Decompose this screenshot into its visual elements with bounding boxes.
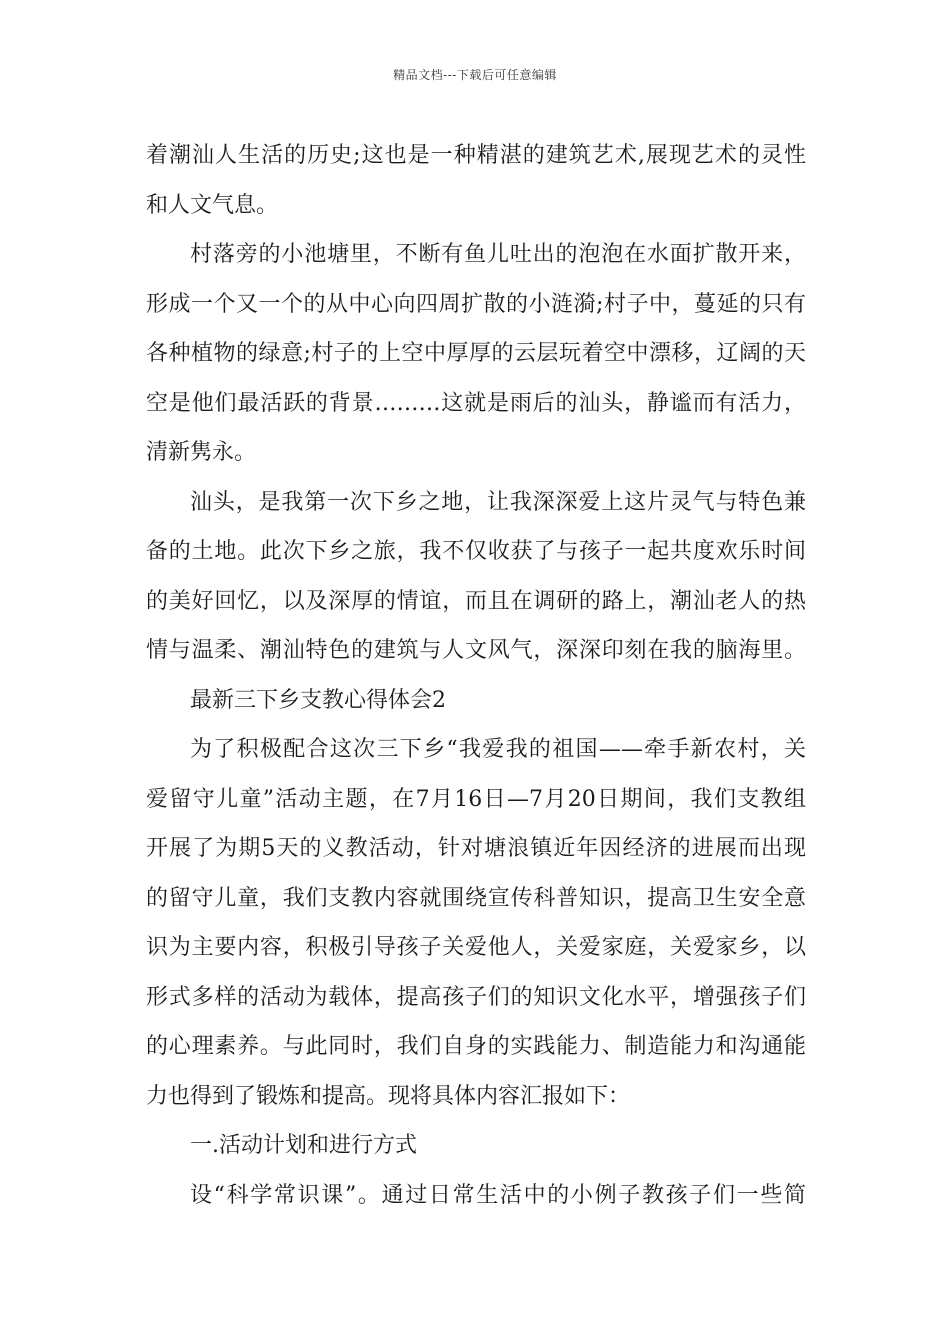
- text-line: 清新隽永。: [146, 440, 257, 465]
- text-line: 识为主要内容，积极引导孩子关爱他人，关爱家庭，关爱家乡，以: [146, 935, 806, 960]
- text-line: 一.活动计划和进行方式: [190, 1133, 417, 1158]
- text-line: 汕头，是我第一次下乡之地，让我深深爱上这片灵气与特色兼: [190, 489, 806, 515]
- text-line: 设“科学常识课”。通过日常生活中的小例子教孩子们一些简: [190, 1182, 806, 1208]
- text-line: 最新三下乡支教心得体会2: [190, 687, 446, 713]
- page-header: 精品文档---下载后可任意编辑: [393, 68, 557, 82]
- text-line: 各种植物的绿意;村子的上空中厚厚的云层玩着空中漂移，辽阔的天: [146, 341, 806, 366]
- text-line: 的美好回忆，以及深厚的情谊，而且在调研的路上，潮汕老人的热: [146, 588, 806, 614]
- text-line: 情与温柔、潮汕特色的建筑与人文风气，深深印刻在我的脑海里。: [146, 638, 806, 663]
- text-line: 着潮汕人生活的历史;这也是一种精湛的建筑艺术,展现艺术的灵性: [146, 143, 806, 168]
- text-line: 村落旁的小池塘里，不断有鱼儿吐出的泡泡在水面扩散开来，: [190, 242, 806, 267]
- text-line: 形式多样的活动为载体，提高孩子们的知识文化水平，增强孩子们: [146, 984, 806, 1010]
- text-line: 力也得到了锻炼和提高。现将具体内容汇报如下：: [146, 1083, 631, 1109]
- text-line: 开展了为期5天的义教活动，针对塘浪镇近年因经济的进展而出现: [146, 836, 806, 861]
- text-line: 备的土地。此次下乡之旅，我不仅收获了与孩子一起共度欢乐时间: [146, 539, 806, 564]
- text-line: 的留守儿童，我们支教内容就围绕宣传科普知识，提高卫生安全意: [146, 885, 806, 911]
- text-line: 空是他们最活跃的背景………这就是雨后的汕头，静谧而有活力，: [146, 390, 806, 416]
- text-line: 和人文气息。: [146, 192, 279, 218]
- text-line: 为了积极配合这次三下乡“我爱我的祖国——牵手新农村，关: [190, 737, 806, 762]
- text-line: 爱留守儿童”活动主题，在7月16日—7月20日期间，我们支教组: [146, 786, 806, 812]
- text-line: 的心理素养。与此同时，我们自身的实践能力、制造能力和沟通能: [146, 1034, 806, 1059]
- text-line: 形成一个又一个的从中心向四周扩散的小涟漪;村子中，蔓延的只有: [146, 291, 806, 317]
- document-body: [146, 131, 806, 1220]
